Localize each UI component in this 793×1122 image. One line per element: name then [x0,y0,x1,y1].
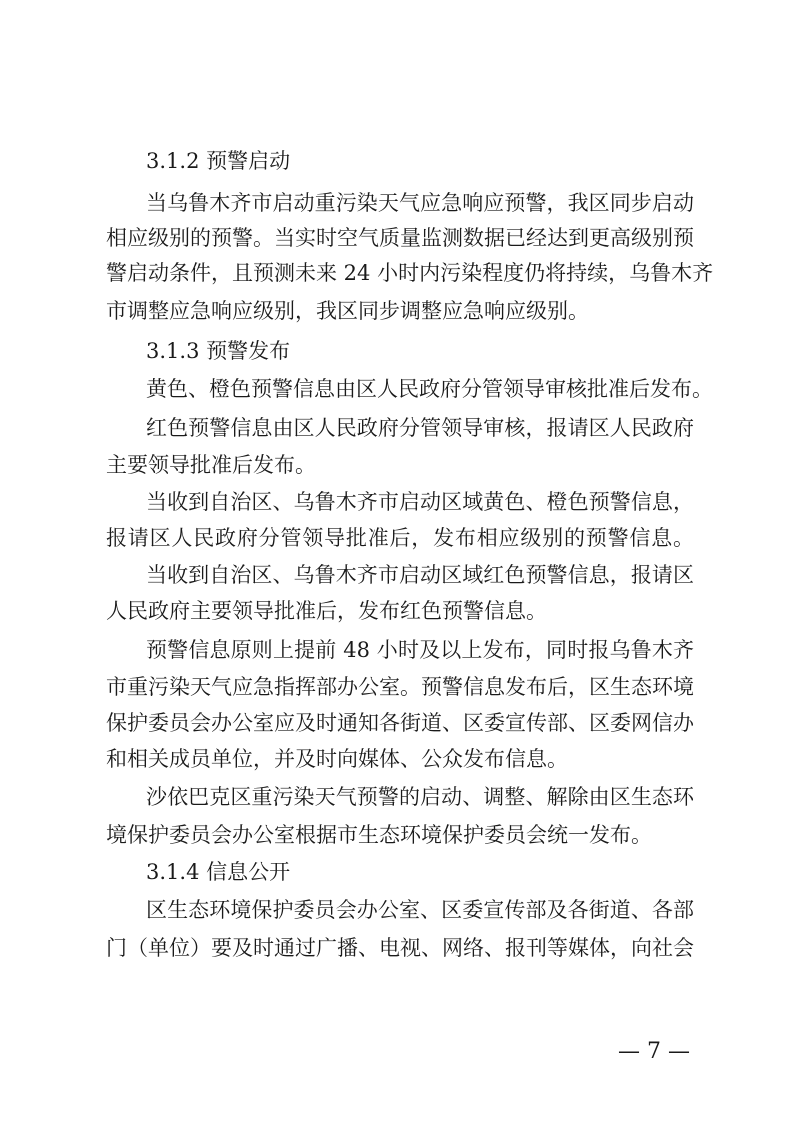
paragraph-line: 红色预警信息由区人民政府分管领导审核，报请区人民政府 [146,416,694,440]
heading-3-1-3: 3.1.3 预警发布 [146,339,291,363]
paragraph-line: 主要领导批准后发布。 [106,453,316,477]
paragraph-line: 门（单位）要及时通过广播、电视、网络、报刊等媒体，向社会 [106,936,694,960]
paragraph-line: 当收到自治区、乌鲁木齐市启动区域黄色、橙色预警信息， [146,490,694,514]
paragraph-line: 境保护委员会办公室根据市生态环境保护委员会统一发布。 [106,823,652,847]
paragraph-line: 人民政府主要领导批准后，发布红色预警信息。 [106,599,547,623]
paragraph-line: 当收到自治区、乌鲁木齐市启动区域红色预警信息，报请区 [146,563,694,587]
page-number: — 7 — [618,1039,690,1064]
paragraph-line: 区生态环境保护委员会办公室、区委宣传部及各街道、各部 [146,898,694,922]
paragraph-line: 黄色、橙色预警信息由区人民政府分管领导审核批准后发布。 [146,377,713,401]
paragraph-line: 市调整应急响应级别，我区同步调整应急响应级别。 [106,299,589,323]
paragraph-line: 警启动条件，且预测未来 24 小时内污染程度仍将持续，乌鲁木齐 [106,261,714,285]
paragraph-line: 保护委员会办公室应及时通知各街道、区委宣传部、区委网信办 [106,711,694,735]
paragraph-line: 和相关成员单位，并及时向媒体、公众发布信息。 [106,747,568,771]
paragraph-line: 相应级别的预警。当实时空气质量监测数据已经达到更高级别预 [106,226,694,250]
heading-3-1-2: 3.1.2 预警启动 [146,149,291,173]
paragraph-line: 沙依巴克区重污染天气预警的启动、调整、解除由区生态环 [146,785,694,809]
paragraph-line: 市重污染天气应急指挥部办公室。预警信息发布后，区生态环境 [106,675,694,699]
paragraph-line: 当乌鲁木齐市启动重污染天气应急响应预警，我区同步启动 [146,191,694,215]
paragraph-line: 预警信息原则上提前 48 小时及以上发布，同时报乌鲁木齐 [146,638,694,662]
heading-3-1-4: 3.1.4 信息公开 [146,860,291,884]
paragraph-line: 报请区人民政府分管领导批准后，发布相应级别的预警信息。 [106,526,694,550]
